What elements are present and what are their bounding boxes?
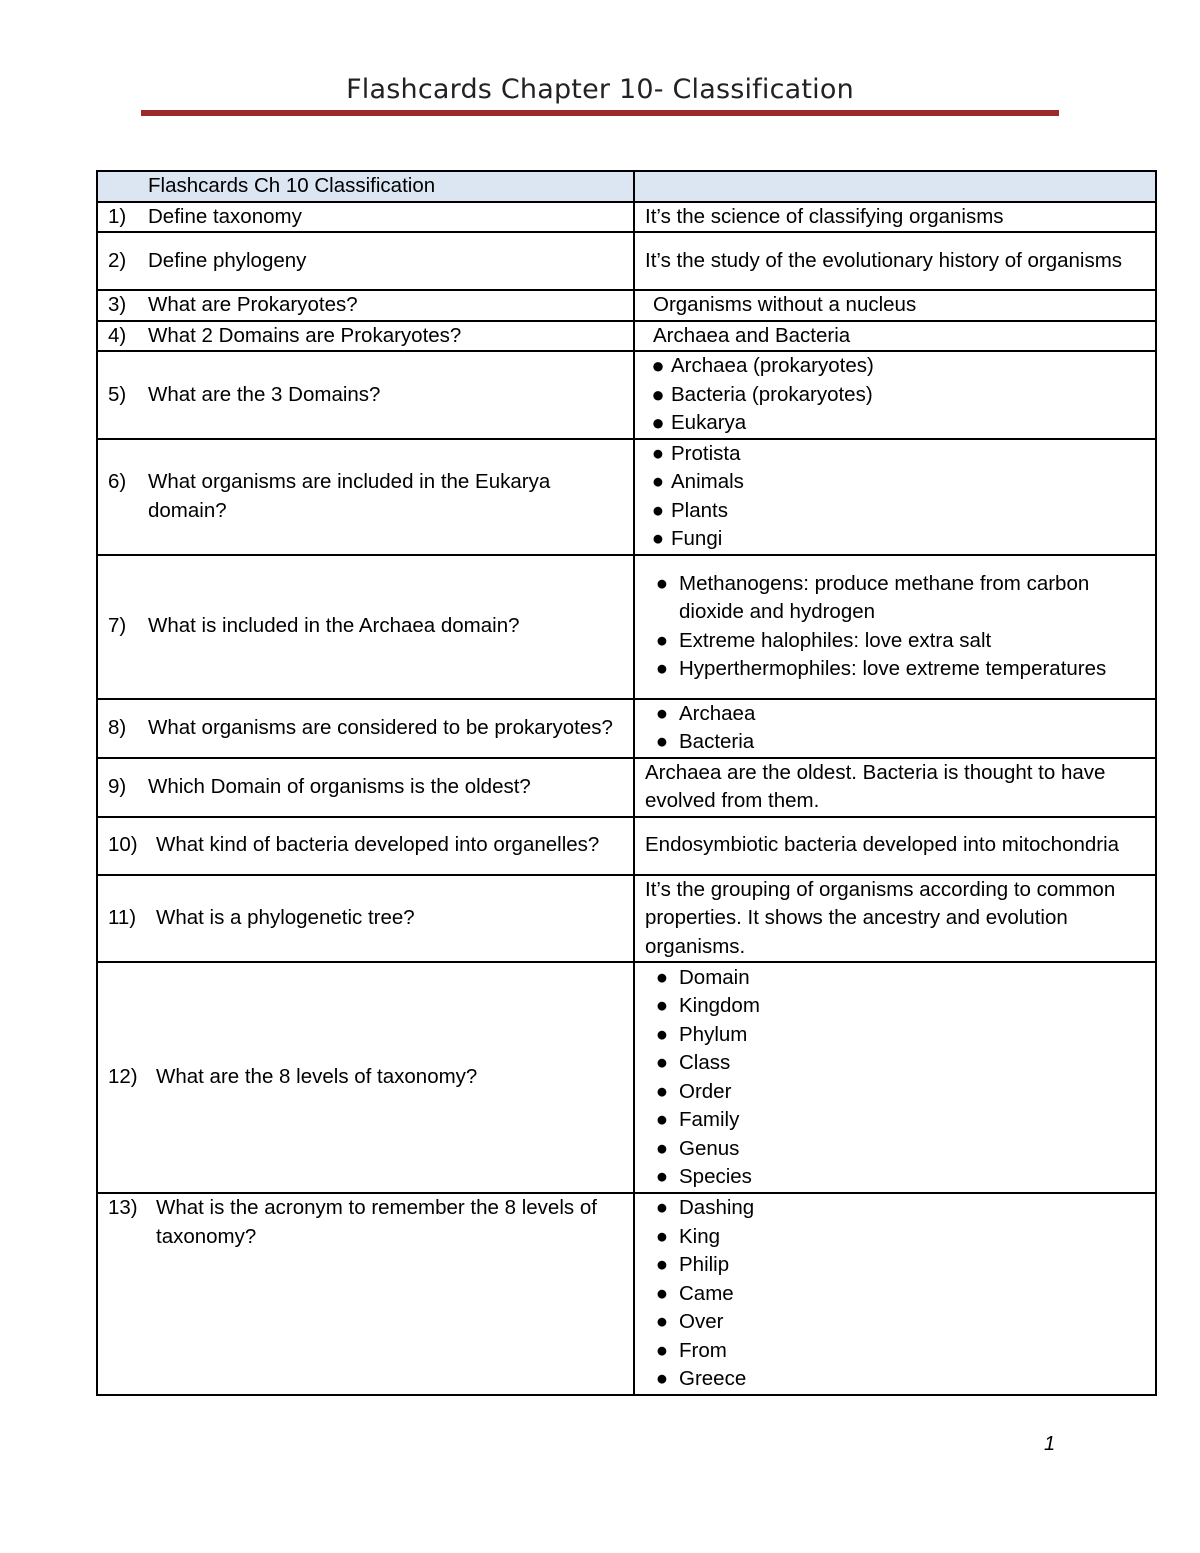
bullet-icon: ● xyxy=(651,410,665,435)
list-item: ● Bacteria xyxy=(645,728,1145,757)
list-item: ● Genus xyxy=(645,1135,1145,1164)
question-text: What organisms are considered to be prokaryotes? xyxy=(148,715,613,739)
list-item: ● Archaea (prokaryotes) xyxy=(645,352,1145,381)
title-rule xyxy=(141,110,1059,116)
bullet-icon: ● xyxy=(655,1022,669,1046)
answer-cell xyxy=(634,290,1156,321)
bullet-icon: ● xyxy=(655,730,669,753)
bullet-icon: ● xyxy=(651,441,665,465)
bullet-icon: ● xyxy=(655,701,669,725)
question-text: Define taxonomy xyxy=(148,204,302,228)
header-cell-answer xyxy=(634,171,1156,202)
bullet-icon: ● xyxy=(655,657,669,680)
answer-cell: Endosymbiotic bacteria developed into mitochondria xyxy=(634,817,1156,875)
answer-list xyxy=(645,964,1145,1192)
bullet-icon: ● xyxy=(651,381,665,407)
question-number: 12) xyxy=(108,1065,138,1089)
answer-text: Organisms without a nucleus xyxy=(653,293,917,316)
question-cell xyxy=(97,962,634,1193)
bullet-icon: ● xyxy=(655,1338,669,1362)
table-row xyxy=(97,699,1156,758)
bullet-icon: ● xyxy=(655,994,669,1017)
list-item: ● Class xyxy=(645,1049,1145,1078)
question-cell xyxy=(97,699,634,758)
question-text: What 2 Domains are Prokaryotes? xyxy=(148,323,462,347)
question-cell xyxy=(97,232,634,290)
list-item: ● Eukarya xyxy=(645,409,1145,438)
list-item: ● Plants xyxy=(645,497,1145,526)
bullet-icon: ● xyxy=(655,1310,669,1334)
bullet-icon: ● xyxy=(651,470,665,493)
question-number: 4) xyxy=(108,323,127,347)
list-item: ● Species xyxy=(645,1163,1145,1192)
bullet-icon: ● xyxy=(655,1165,669,1188)
list-item: ● Greece xyxy=(645,1365,1145,1394)
list-item: ● Philip xyxy=(645,1251,1145,1280)
answer-cell: It’s the grouping of organisms according to common properties. It shows the ancestry and evolution organisms. xyxy=(634,875,1156,963)
header-cell-question: Flashcards Ch 10 Classification xyxy=(97,171,634,202)
question-number: 2) xyxy=(108,248,127,272)
bullet-icon: ● xyxy=(655,1367,669,1391)
table-header-row xyxy=(97,171,1156,202)
question-cell xyxy=(97,1193,634,1395)
list-item: ● Over xyxy=(645,1308,1145,1337)
question-number: 5) xyxy=(108,382,127,406)
list-item: ● Kingdom xyxy=(645,992,1145,1021)
table-row xyxy=(97,1193,1156,1395)
answer-list xyxy=(645,352,1145,438)
bullet-icon: ● xyxy=(655,1253,669,1277)
question-number: 3) xyxy=(108,293,127,316)
answer-list xyxy=(645,700,1145,757)
list-item: ● Extreme halophiles: love extra salt xyxy=(645,627,1145,656)
answer-cell: Archaea are the oldest. Bacteria is thought to have evolved from them. xyxy=(634,758,1156,817)
question-cell xyxy=(97,817,634,875)
answer-cell xyxy=(634,699,1156,758)
table-row xyxy=(97,290,1156,321)
page-number: 1 xyxy=(1044,1433,1056,1455)
list-item: ● Family xyxy=(645,1106,1145,1135)
question-text: What is included in the Archaea domain? xyxy=(148,614,520,638)
table-row xyxy=(97,875,1156,963)
list-item: ● Bacteria (prokaryotes) xyxy=(645,381,1145,410)
question-number: 9) xyxy=(108,774,127,798)
table-row xyxy=(97,321,1156,352)
answer-cell xyxy=(634,351,1156,439)
bullet-icon: ● xyxy=(651,527,665,550)
bullet-icon: ● xyxy=(655,1079,669,1103)
question-number: 8) xyxy=(108,715,127,739)
answer-list xyxy=(645,570,1145,684)
table-row xyxy=(97,202,1156,233)
answer-cell xyxy=(634,321,1156,352)
question-cell xyxy=(97,555,634,699)
answer-text: Archaea and Bacteria xyxy=(653,323,851,347)
answer-cell: It’s the science of classifying organisms xyxy=(634,202,1156,233)
bullet-icon: ● xyxy=(655,571,669,595)
question-text: Which Domain of organisms is the oldest? xyxy=(148,774,531,798)
question-number: 7) xyxy=(108,614,127,638)
list-item: ● Protista xyxy=(645,440,1145,469)
list-item: ● Methanogens: produce methane from carbon dioxide and hydrogen xyxy=(645,570,1145,627)
bullet-icon: ● xyxy=(655,628,669,652)
question-number: 1) xyxy=(108,204,127,228)
bullet-icon: ● xyxy=(655,1196,669,1220)
bullet-icon: ● xyxy=(655,965,669,989)
bullet-icon: ● xyxy=(651,498,665,522)
list-item: ● Fungi xyxy=(645,525,1145,554)
answer-cell xyxy=(634,555,1156,699)
question-text: What are Prokaryotes? xyxy=(148,293,358,316)
question-number: 10) xyxy=(108,833,138,857)
question-number: 11) xyxy=(108,906,137,929)
answer-cell xyxy=(634,1193,1156,1395)
table-row xyxy=(97,555,1156,699)
table-row xyxy=(97,962,1156,1193)
question-cell xyxy=(97,321,634,352)
question-number: 13) xyxy=(108,1196,138,1219)
table-row xyxy=(97,439,1156,555)
list-item: ● Animals xyxy=(645,468,1145,497)
list-item: ● Dashing xyxy=(645,1194,1145,1223)
answer-cell xyxy=(634,439,1156,555)
answer-list xyxy=(645,1194,1145,1394)
question-text: What is a phylogenetic tree? xyxy=(156,906,415,929)
list-item: ● Hyperthermophiles: love extreme temperatures xyxy=(645,655,1145,684)
bullet-icon: ● xyxy=(655,1108,669,1131)
question-text: Define phylogeny xyxy=(148,248,307,272)
question-text: What is the acronym to remember the 8 levels of taxonomy? xyxy=(156,1196,597,1248)
answer-list xyxy=(645,440,1145,554)
list-item: ● Came xyxy=(645,1280,1145,1309)
table-row xyxy=(97,232,1156,290)
question-cell xyxy=(97,202,634,233)
flashcards-table xyxy=(96,170,1157,1396)
question-cell xyxy=(97,875,634,963)
bullet-icon: ● xyxy=(655,1051,669,1074)
answer-cell xyxy=(634,962,1156,1193)
list-item: ● Phylum xyxy=(645,1021,1145,1050)
question-cell xyxy=(97,439,634,555)
table-row xyxy=(97,351,1156,439)
table-row xyxy=(97,817,1156,875)
question-text: What are the 3 Domains? xyxy=(148,382,381,406)
table-row xyxy=(97,758,1156,817)
list-item: ● Order xyxy=(645,1078,1145,1107)
question-text: What are the 8 levels of taxonomy? xyxy=(156,1065,478,1089)
list-item: ● Domain xyxy=(645,964,1145,993)
question-text: What kind of bacteria developed into organelles? xyxy=(156,833,600,857)
list-item: ● Archaea xyxy=(645,700,1145,729)
question-number: 6) xyxy=(108,470,127,493)
page-title: Flashcards Chapter 10- Classification xyxy=(346,74,854,105)
bullet-icon: ● xyxy=(651,353,665,378)
list-item: ● King xyxy=(645,1223,1145,1252)
bullet-icon: ● xyxy=(655,1224,669,1248)
list-item: ● From xyxy=(645,1337,1145,1366)
question-cell xyxy=(97,290,634,321)
question-cell xyxy=(97,758,634,817)
answer-cell: It’s the study of the evolutionary history of organisms xyxy=(634,232,1156,290)
question-text: What organisms are included in the Eukarya domain? xyxy=(148,470,551,522)
bullet-icon: ● xyxy=(655,1136,669,1160)
question-cell xyxy=(97,351,634,439)
bullet-icon: ● xyxy=(655,1281,669,1305)
